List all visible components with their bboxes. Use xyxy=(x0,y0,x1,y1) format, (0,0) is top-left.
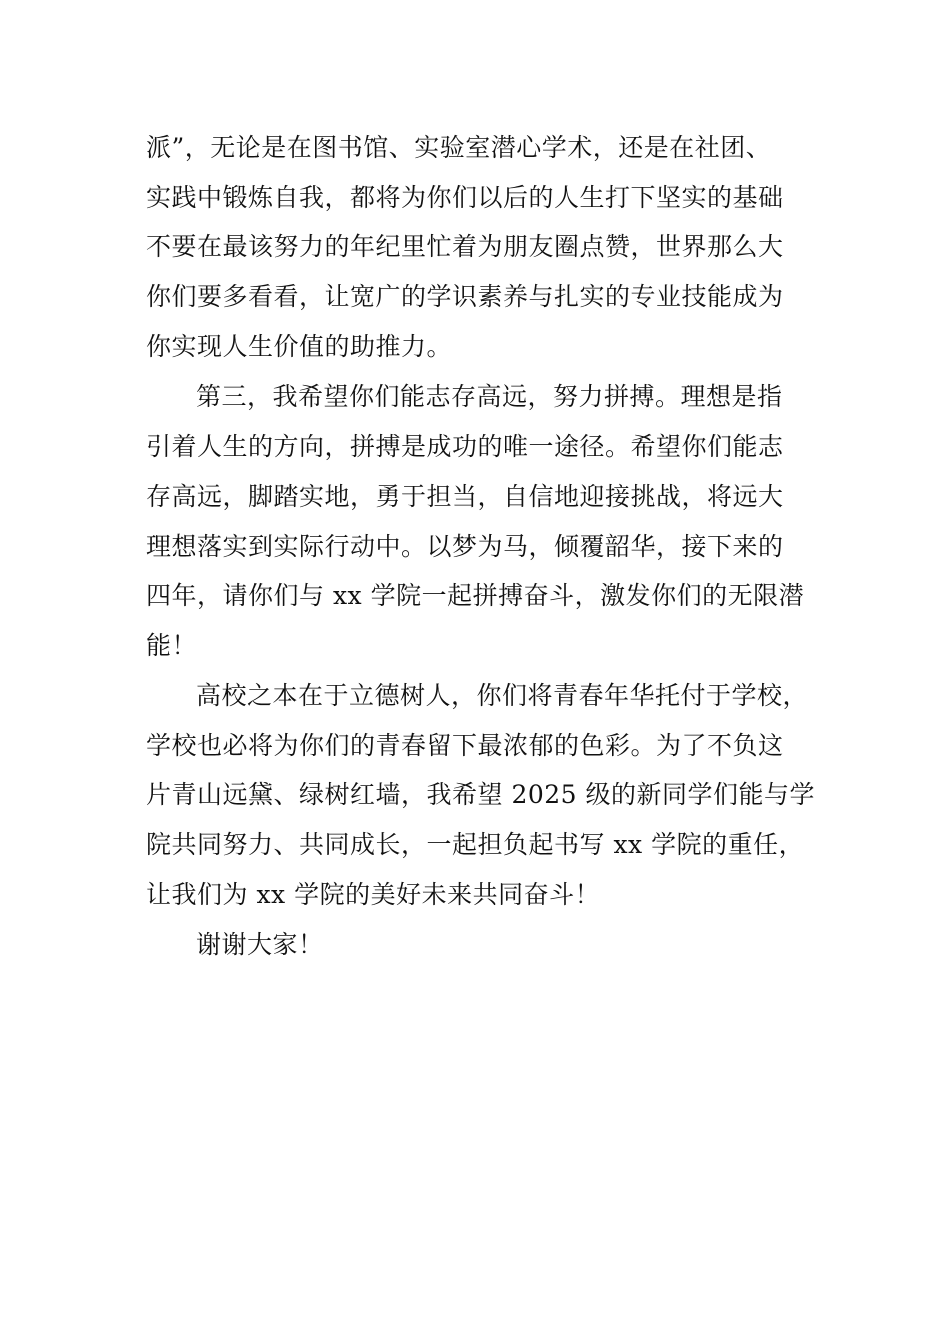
paragraph-start: 高校之本在于立德树人，你们将青春年华托付于学校， xyxy=(196,681,809,710)
text-line: 存高远，脚踏实地，勇于担当，自信地迎接挑战，将远大 xyxy=(146,482,784,511)
text-line: 派”，无论是在图书馆、实验室潜心学术，还是在社团、 xyxy=(146,133,772,162)
text-line: 你们要多看看，让宽广的学识素养与扎实的专业技能成为 xyxy=(146,282,784,311)
text-line: 院共同努力、共同成长，一起担负起书写 xx 学院的重任， xyxy=(146,830,805,859)
text-line: 引着人生的方向，拼搏是成功的唯一途径。希望你们能志 xyxy=(146,432,784,461)
text-line: 理想落实到实际行动中。以梦为马，倾覆韶华，接下来的 xyxy=(146,532,784,561)
text-line: 不要在最该努力的年纪里忙着为朋友圈点赞，世界那么大 xyxy=(146,232,784,261)
text-line: 让我们为 xx 学院的美好未来共同奋斗！ xyxy=(146,880,601,909)
text-line: 学校也必将为你们的青春留下最浓郁的色彩。为了不负这 xyxy=(146,731,784,760)
text-line: 片青山远黛、绿树红墙，我希望 2025 级的新同学们能与学 xyxy=(146,780,816,809)
text-line: 实践中锻炼自我，都将为你们以后的人生打下坚实的基础 xyxy=(146,183,784,212)
closing-line: 谢谢大家！ xyxy=(196,930,324,959)
paragraph-start: 第三，我希望你们能志存高远，努力拼搏。理想是指 xyxy=(196,382,783,411)
text-line: 你实现人生价值的助推力。 xyxy=(146,332,453,361)
text-line: 能！ xyxy=(146,631,198,660)
text-line: 四年，请你们与 xx 学院一起拼搏奋斗，激发你们的无限潜 xyxy=(146,581,805,610)
